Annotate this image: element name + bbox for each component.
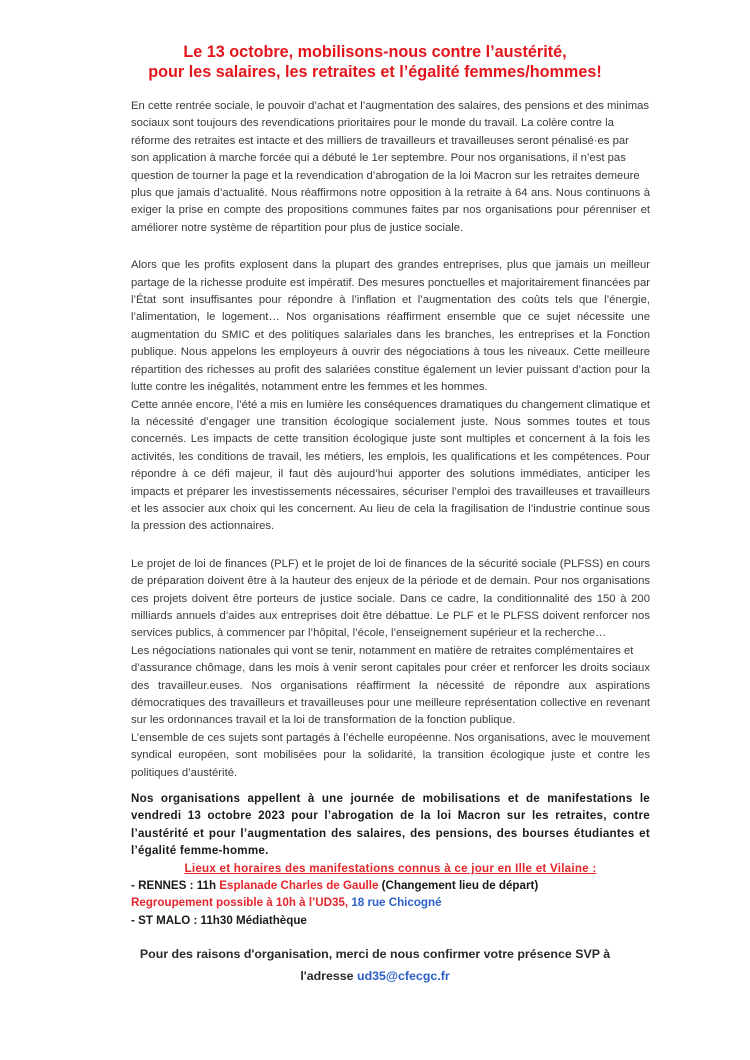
negotiations-text-a: Les négociations nationales qui vont se tenir, notamment en matière de retraites complémentaires et xyxy=(131,644,634,657)
locations-heading: Lieux et horaires des manifestations connus à ce jour en Ille et Vilaine : xyxy=(184,861,597,875)
finances-text: Le projet de loi de finances (PLF) et le projet de loi de finances de la sécurité sociale (PLFSS) en cours de préparation doivent être à la hauteur des enjeux de la période et de demain. Pour nos organisations ces projets doivent être porteurs de justice sociale. Dans ce cadre, la conditionnalité des 150 à 200 milliards annuels d’aides aux entreprises doit être débattue. Le PLF et le PLFSS doivent renforcer nos services publics, à commencer par l’hôpital, l’école, l’enseignement supérieur et la recherche… xyxy=(131,557,650,640)
regroupement-text: Regroupement possible à 10h à l’UD35, xyxy=(131,896,352,910)
call-to-action xyxy=(131,790,650,929)
rennes-time: - RENNES : 11h xyxy=(131,879,220,893)
paragraph-finances xyxy=(131,556,650,782)
email-link[interactable]: ud35@cfecgc.fr xyxy=(357,969,450,984)
call-text: Nos organisations appellent à une journée de mobilisations et de manifestations le vendredi 13 octobre 2023 pour l’abrogation de la loi Macron sur les retraites, contre l’austérité et pour l’augmentation des salaires, des pensions, des bourses étudiantes et l’égalité femme-homme. xyxy=(131,792,650,858)
rennes-note: (Changement lieu de départ) xyxy=(378,879,539,893)
footer-note xyxy=(0,943,750,987)
footer-line-1: Pour des raisons d'organisation, merci de nous confirmer votre présence SVP à xyxy=(139,947,611,962)
intro-text-b: plus que jamais d’actualité. Nous réaffirmons notre opposition à la retraite à 64 ans. Nous continuons à exiger la prise en compte des propositions communes faites par nos organisations pour pérenniser et améliorer notre système de répartition pour plus de justice sociale. xyxy=(131,187,650,234)
location-rennes xyxy=(131,877,650,894)
document-title xyxy=(0,42,750,82)
regroupement-line xyxy=(131,894,650,911)
intro-text-a: En cette rentrée sociale, le pouvoir d’achat et l’augmentation des salaires, des pensions et des minimas sociaux sont toujours des revendications prioritaires pour le monde du travail. La colère contre la réforme des retraites est intacte et des milliers de travailleurs et travailleuses seront pénalisé·es par son application à marche forcée qui a débuté le 1er septembre. Pour nos organisations, il n’est pas question de tourner la page et la revendication d’abrogation de la loi Macron sur les retraites demeure xyxy=(131,100,650,182)
europe-text: L’ensemble de ces sujets sont partagés à l’échelle européenne. Nos organisations, avec le mouvement syndical européen, sont mobilisées pour la solidarité, la transition écologique juste et contre les politiques d’austérité. xyxy=(131,731,650,779)
rennes-place: Esplanade Charles de Gaulle xyxy=(219,879,379,893)
footer-prefix: l'adresse xyxy=(300,969,358,984)
title-line-2: pour les salaires, les retraites et l’égalité femmes/hommes! xyxy=(148,63,602,81)
location-stmalo: - ST MALO : 11h30 Médiathèque xyxy=(131,913,307,927)
negotiations-text-b: d’assurance chômage, dans les mois à venir seront capitales pour créer et renforcer les droits sociaux des travailleur.euses. Nos organisations réaffirment la nécessité de répondre aux aspirations démocratiques des travailleurs et travailleuses pour une meilleure représentation collective en revenant sur les ordonnances travail et la loi de transformation de la fonction publique. xyxy=(131,662,650,727)
paragraph-intro xyxy=(131,98,650,237)
climate-text: Cette année encore, l’été a mis en lumière les conséquences dramatiques du changement climatique et la nécessité d’engager une transition écologique socialement juste. Nous sommes toutes et tous concernés. Les impacts de cette transition écologique juste sont multiples et concernent à la fois les activités, les conditions de travail, les métiers, les emplois, les qualifications et les compétences. Pour répondre à ce défi majeur, il faut dès aujourd’hui apporter des solutions immédiates, anticiper les impacts et préparer les investissements nécessaires, sécuriser l’emploi des travailleuses et travailleurs et les associer aux choix qui les concernent. Au lieu de cela la fragilisation de l’industrie continue sous la pression des actionnaires. xyxy=(131,398,650,533)
paragraph-profits xyxy=(131,257,650,536)
profits-text: Alors que les profits explosent dans la plupart des grandes entreprises, plus que jamais un meilleur partage de la richesse produite est impératif. Des mesures ponctuelles et majoritairement financées par l’État sont insuffisantes pour répondre à l’inflation et l’augmentation des coûts tels que l’énergie, l’alimentation, le logement… Nos organisations réaffirment ensemble que ce sujet nécessite une augmentation du SMIC et des politiques salariales dans les branches, les entreprises et la Fonction publique. Nous appelons les employeurs à ouvrir des négociations à tous les niveaux. Cette meilleure répartition des richesses au profit des salariées constitue également un levier puissant d’action pour la lutte contre les inégalités, notamment entre les femmes et les hommes. xyxy=(131,259,650,394)
address-link[interactable]: 18 rue Chicogné xyxy=(351,896,442,910)
footer-line-2 xyxy=(0,965,750,987)
title-line-1: Le 13 octobre, mobilisons-nous contre l’austérité, xyxy=(183,43,567,61)
